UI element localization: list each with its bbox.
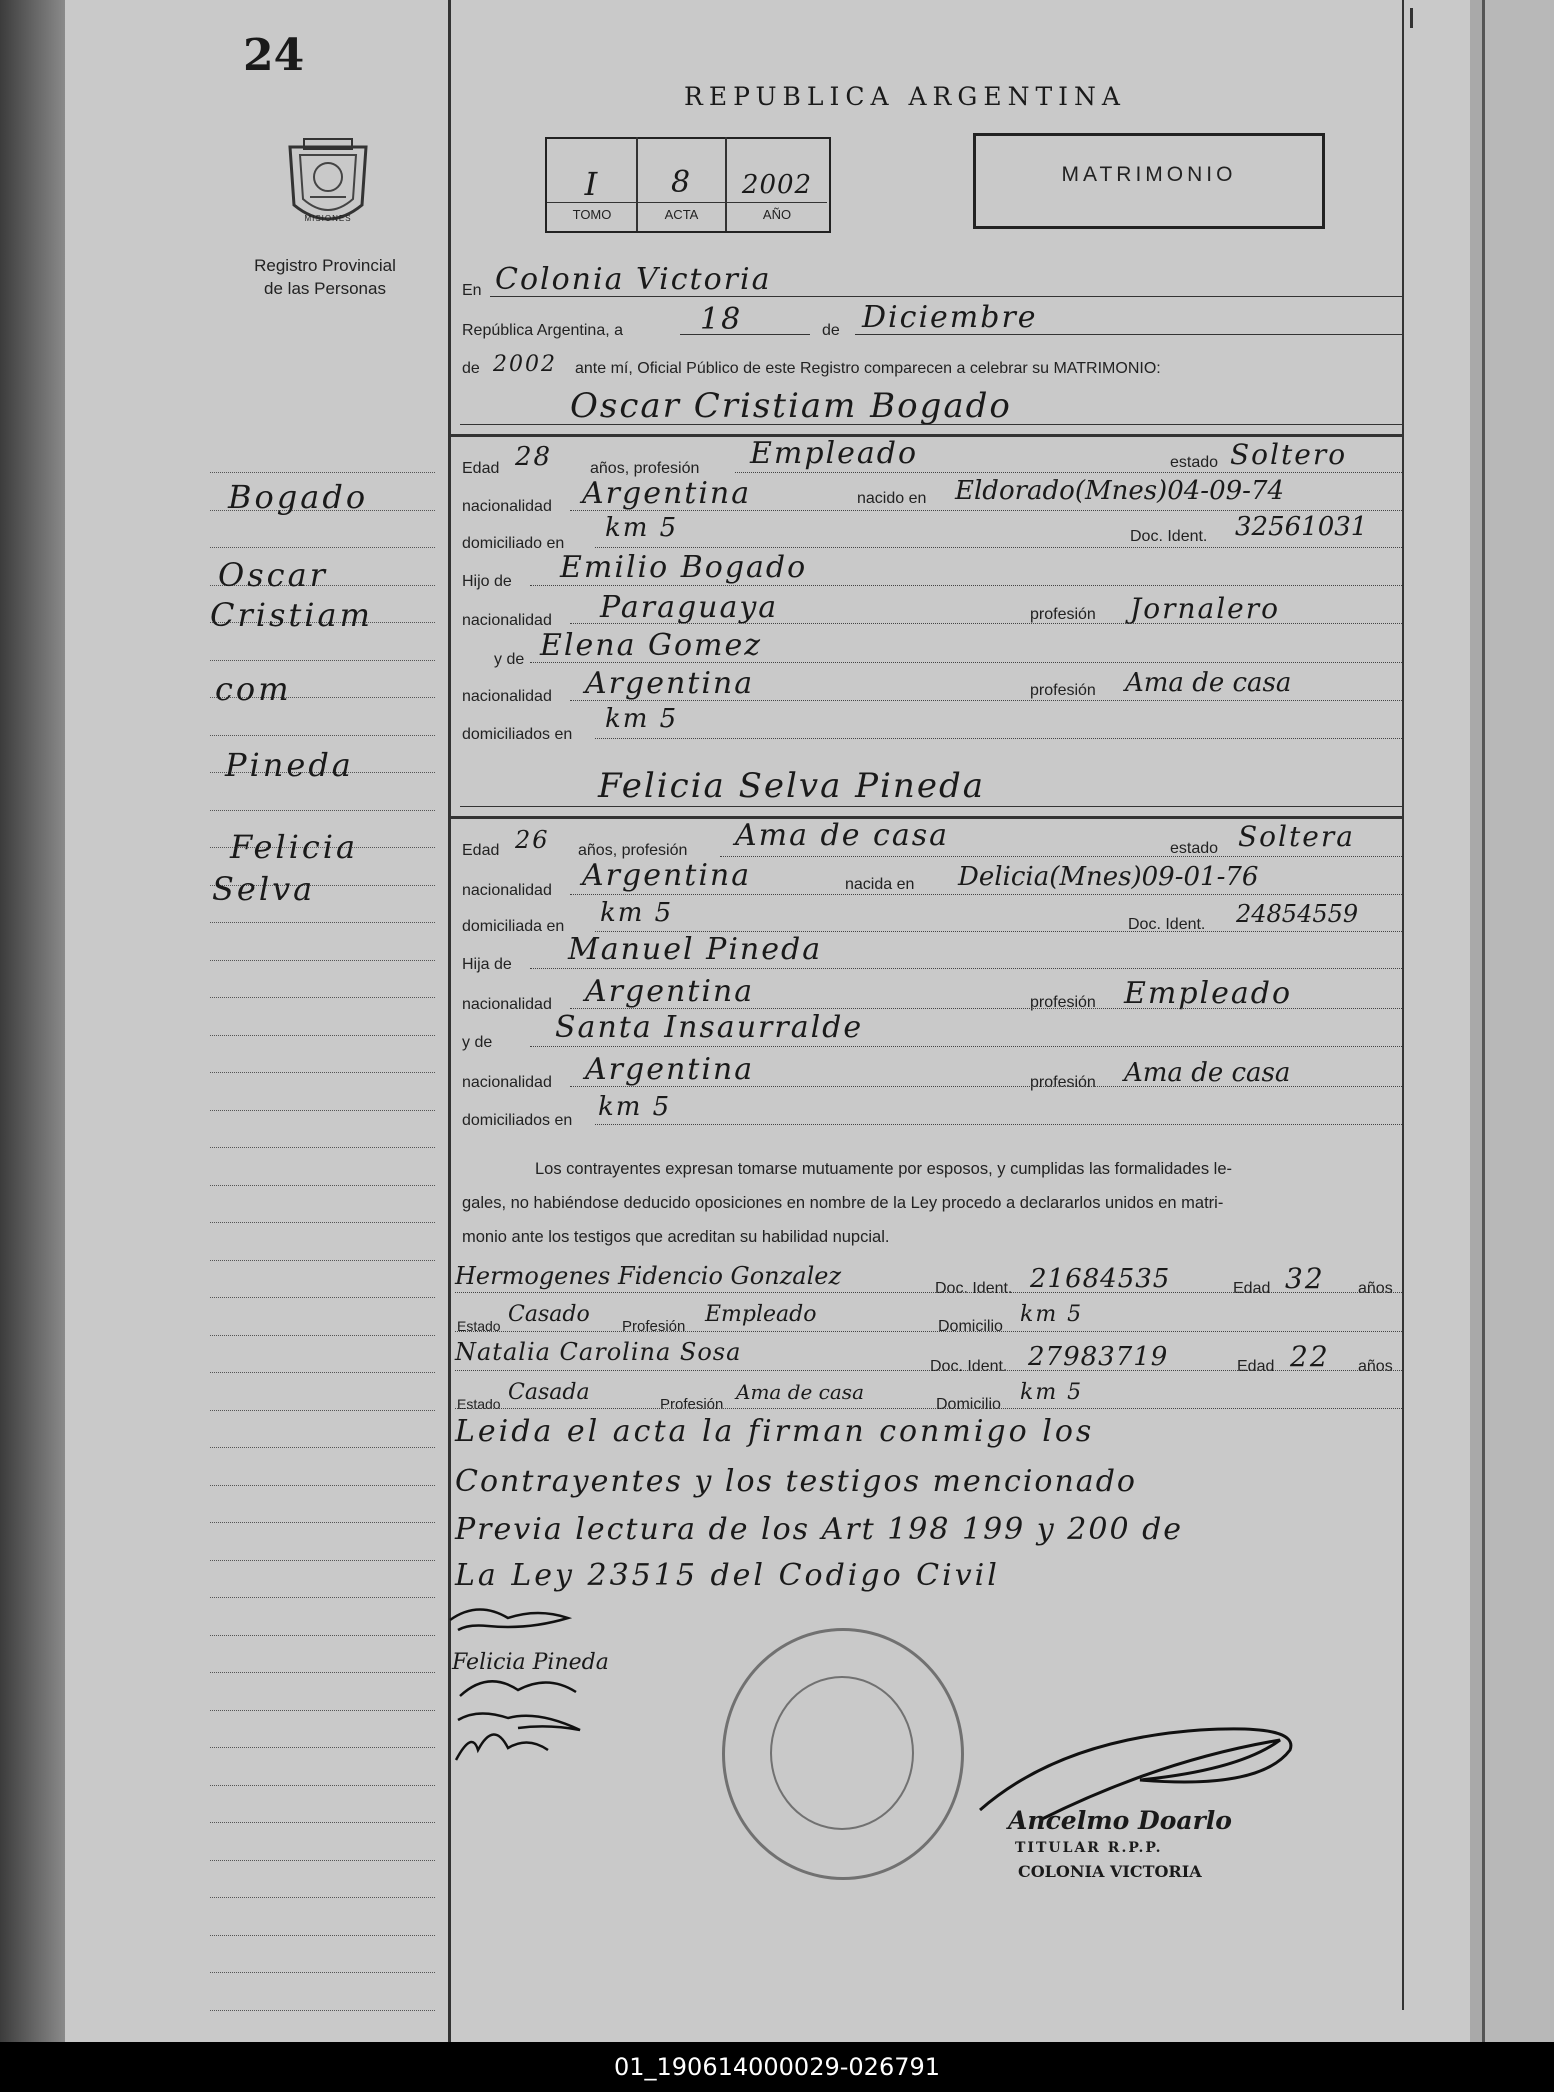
- bride-yde-label: y de: [462, 1034, 493, 1051]
- bride-signature: Felicia Pineda: [452, 1650, 609, 1675]
- witness-2-estado: Casada: [508, 1380, 590, 1405]
- rule: [595, 1124, 1402, 1125]
- groom-age: 28: [515, 442, 553, 472]
- margin-firstname-groom: Oscar: [218, 556, 328, 594]
- margin-surname-bride: Pineda: [225, 746, 354, 784]
- rule: [570, 510, 1402, 511]
- witness-1-dom-label: Domicilio: [938, 1318, 1003, 1335]
- witness-2-anos: años: [1358, 1358, 1393, 1375]
- rule: [460, 806, 1402, 807]
- bride-parents-dom: km 5: [598, 1092, 672, 1122]
- margin-rule: [210, 1672, 435, 1673]
- official-title: TITULAR R.P.P.: [1015, 1840, 1163, 1856]
- rule: [455, 1292, 1402, 1293]
- groom-mother-prof: Ama de casa: [1125, 668, 1292, 698]
- witness-2-name: Natalia Carolina Sosa: [455, 1338, 742, 1366]
- groom-name: Oscar Cristiam Bogado: [570, 386, 1012, 426]
- witness-2-domicile: km 5: [1020, 1380, 1084, 1405]
- margin-middlename-groom: Cristiam: [210, 596, 373, 634]
- rule: [570, 1086, 1402, 1087]
- groom-doms-label: domiciliados en: [462, 726, 573, 743]
- rule: [720, 856, 1402, 857]
- margin-rule: [210, 922, 435, 923]
- witness-1-domicile: km 5: [1020, 1302, 1084, 1327]
- groom-domicile: km 5: [605, 513, 679, 543]
- next-page-edge: [1482, 0, 1554, 2042]
- margin-rule: [210, 1372, 435, 1373]
- tomo-label: TOMO: [572, 207, 612, 222]
- image-id-bar: 01_190614000029-026791: [0, 2042, 1554, 2092]
- official-place: COLONIA VICTORIA: [1018, 1862, 1202, 1881]
- bride-nationality: Argentina: [582, 858, 752, 893]
- acta-label: ACTA: [664, 207, 699, 222]
- rule: [570, 1008, 1402, 1009]
- groom-anos-label: años, profesión: [590, 460, 700, 477]
- margin-rule: [210, 1222, 435, 1223]
- right-border: [1402, 0, 1404, 2010]
- groom-profession: Empleado: [750, 436, 919, 471]
- groom-nationality: Argentina: [582, 476, 752, 511]
- margin-with: com: [215, 670, 292, 708]
- margin-rule: [210, 1335, 435, 1336]
- margin-rule: [210, 472, 435, 473]
- margin-rule: [210, 1935, 435, 1936]
- groom-doc-label: Doc. Ident.: [1130, 528, 1208, 545]
- official-name: Ancelmo Doarlo: [1008, 1806, 1232, 1835]
- provincial-seal-icon: [280, 135, 376, 240]
- witness-1-estado: Casado: [508, 1302, 590, 1327]
- groom-parents-dom: km 5: [605, 704, 679, 734]
- notes-line-3: Previa lectura de los Art 198 199 y 200 de: [455, 1512, 1184, 1547]
- de-label-2: de: [462, 360, 480, 377]
- witness-2-estado-label: Estado: [457, 1396, 501, 1412]
- registry-line-1: Registro Provincial: [254, 256, 396, 275]
- groom-father-nac-label: nacionalidad: [462, 612, 552, 629]
- bride-father-nat: Argentina: [585, 974, 755, 1009]
- witness-2-dom-label: Domicilio: [936, 1396, 1001, 1413]
- rule: [460, 424, 1402, 425]
- page-mark: [1410, 8, 1413, 28]
- bride-mother-prof-label: profesión: [1030, 1074, 1096, 1091]
- section-rule: [448, 434, 1402, 437]
- rule: [570, 700, 1402, 701]
- margin-rule: [210, 810, 435, 811]
- witness-1-prof-label: Profesión: [622, 1318, 686, 1335]
- margin-rule: [210, 997, 435, 998]
- bride-doms-label: domiciliados en: [462, 1112, 573, 1129]
- seal-caption: MISIONES: [304, 214, 352, 223]
- witness-2-profession: Ama de casa: [736, 1380, 864, 1404]
- margin-rule: [210, 1785, 435, 1786]
- margin-rule: [210, 1597, 435, 1598]
- margin-middlename-bride: Selva: [212, 870, 316, 908]
- rule: [490, 296, 1402, 297]
- groom-doc: 32561031: [1235, 512, 1368, 542]
- ano-value: 2002: [741, 170, 813, 200]
- groom-dom-label: domiciliado en: [462, 535, 565, 552]
- rule: [530, 585, 1402, 586]
- bride-mother-nat: Argentina: [585, 1052, 755, 1087]
- en-label: En: [462, 282, 482, 299]
- groom-nacido-label: nacido en: [857, 490, 927, 507]
- margin-rule: [210, 735, 435, 736]
- margin-rule: [210, 1447, 435, 1448]
- witness-2-prof-label: Profesión: [660, 1396, 724, 1413]
- groom-mother: Elena Gomez: [540, 628, 763, 663]
- rule: [735, 472, 1402, 473]
- page-number: 24: [243, 30, 305, 81]
- rule: [530, 662, 1402, 663]
- groom-father-prof-label: profesión: [1030, 606, 1096, 623]
- groom-mother-nat: Argentina: [585, 666, 755, 701]
- margin-rule: [210, 1972, 435, 1973]
- rule: [855, 334, 1402, 335]
- groom-mother-prof-label: profesión: [1030, 682, 1096, 699]
- bride-profession: Ama de casa: [735, 818, 949, 853]
- margin-rule: [210, 1560, 435, 1561]
- declaration-line-3: monio ante los testigos que acreditan su habilidad nupcial.: [462, 1228, 890, 1246]
- bride-hija-label: Hija de: [462, 956, 512, 973]
- official-stamp-inner: [770, 1676, 914, 1830]
- notes-line-4: La Ley 23515 del Codigo Civil: [455, 1558, 1000, 1593]
- margin-rule: [210, 1522, 435, 1523]
- margin-rule: [210, 1897, 435, 1898]
- margin-rule: [210, 1072, 435, 1073]
- rule: [530, 968, 1402, 969]
- bride-doc-label: Doc. Ident.: [1128, 916, 1206, 933]
- bride-domicile: km 5: [600, 898, 674, 928]
- witness-1-doc: 21684535: [1030, 1264, 1171, 1294]
- groom-hijo-label: Hijo de: [462, 573, 512, 590]
- margin-rule: [210, 1822, 435, 1823]
- groom-estado-label: estado: [1170, 454, 1219, 471]
- notes-line-2: Contrayentes y los testigos mencionado: [455, 1464, 1137, 1499]
- witness-2-doc: 27983719: [1028, 1342, 1169, 1372]
- bride-mother-nac-label: nacionalidad: [462, 1074, 552, 1091]
- margin-rule: [210, 1635, 435, 1636]
- republica-label: República Argentina, a: [462, 322, 623, 339]
- declaration-line-1: Los contrayentes expresan tomarse mutuamente por esposos, y cumplidas las formalidades le-: [535, 1160, 1233, 1178]
- witness-2-doc-label: Doc. Ident.: [930, 1358, 1008, 1375]
- rule: [595, 547, 1402, 548]
- margin-rule: [210, 1147, 435, 1148]
- day-value: 18: [700, 302, 743, 337]
- margin-rule: [210, 1485, 435, 1486]
- groom-father-prof: Jornalero: [1130, 592, 1280, 625]
- party-signatures: [448, 1600, 628, 1775]
- bride-estado-label: estado: [1170, 840, 1219, 857]
- witness-2-edad-label: Edad: [1237, 1358, 1275, 1375]
- witness-1-doc-label: Doc. Ident.: [935, 1280, 1013, 1297]
- witness-1-profession: Empleado: [705, 1302, 817, 1327]
- witness-1-name: Hermogenes Fidencio Gonzalez: [455, 1262, 842, 1290]
- margin-rule: [210, 1860, 435, 1861]
- margin-rule: [210, 1747, 435, 1748]
- ano-label: AÑO: [762, 207, 792, 222]
- witness-1-anos: años: [1358, 1280, 1393, 1297]
- groom-edad-label: Edad: [462, 460, 500, 477]
- de-label: de: [822, 322, 840, 339]
- bride-name: Felicia Selva Pineda: [598, 766, 985, 806]
- bride-birthplace: Delicia(Mnes)09-01-76: [958, 862, 1259, 892]
- margin-rule: [210, 1110, 435, 1111]
- bride-nac-label: nacionalidad: [462, 882, 552, 899]
- bride-age: 26: [515, 826, 550, 854]
- margin-rule: [210, 1035, 435, 1036]
- place-value: Colonia Victoria: [495, 262, 772, 297]
- rule: [680, 334, 810, 335]
- rule: [595, 738, 1402, 739]
- rule: [455, 1408, 1402, 1409]
- rule: [570, 623, 1402, 624]
- margin-rule: [210, 547, 435, 548]
- margin-rule: [210, 1710, 435, 1711]
- bride-estado: Soltera: [1238, 820, 1355, 853]
- margin-rule: [210, 1260, 435, 1261]
- witness-2-age: 22: [1290, 1340, 1330, 1373]
- groom-mother-nac-label: nacionalidad: [462, 688, 552, 705]
- groom-yde-label: y de: [494, 651, 525, 668]
- bride-father-prof: Empleado: [1124, 976, 1293, 1011]
- bride-mother-prof: Ama de casa: [1124, 1058, 1291, 1088]
- margin-firstname-bride: Felicia: [230, 828, 359, 866]
- rule: [570, 894, 1402, 895]
- groom-estado: Soltero: [1230, 438, 1348, 471]
- witness-1-edad-label: Edad: [1233, 1280, 1271, 1297]
- country-title: REPUBLICA ARGENTINA: [684, 82, 1126, 111]
- groom-father-nat: Paraguaya: [600, 590, 779, 625]
- margin-rule: [210, 960, 435, 961]
- margin-surname-groom: Bogado: [228, 478, 369, 516]
- bride-anos-label: años, profesión: [578, 842, 688, 859]
- groom-birthplace: Eldorado(Mnes)04-09-74: [955, 476, 1285, 506]
- rule: [455, 1331, 1402, 1332]
- witness-1-age: 32: [1285, 1262, 1325, 1295]
- book-spine-shadow: [0, 0, 65, 2042]
- record-type: MATRIMONIO: [1061, 163, 1237, 186]
- notes-line-1: Leida el acta la firman conmigo los: [455, 1414, 1095, 1449]
- bride-mother: Santa Insaurralde: [555, 1010, 864, 1045]
- witness-1-estado-label: Estado: [457, 1318, 501, 1334]
- intro-sentence: ante mí, Oficial Público de este Registro comparecen a celebrar su MATRIMONIO:: [575, 360, 1161, 377]
- margin-rule: [210, 660, 435, 661]
- rule: [530, 1046, 1402, 1047]
- tomo-value: I: [584, 165, 600, 203]
- year-value: 2002: [493, 352, 557, 377]
- margin-rule: [210, 2010, 435, 2011]
- margin-rule: [210, 1185, 435, 1186]
- acta-value: 8: [670, 165, 693, 200]
- margin-rule: [210, 1410, 435, 1411]
- bride-nacida-label: nacida en: [845, 876, 915, 893]
- registry-line-2: de las Personas: [264, 279, 386, 298]
- margin-rule: [210, 1297, 435, 1298]
- rule: [455, 1370, 1402, 1371]
- groom-nac-label: nacionalidad: [462, 498, 552, 515]
- bride-father: Manuel Pineda: [568, 932, 823, 967]
- bride-father-nac-label: nacionalidad: [462, 996, 552, 1013]
- month-value: Diciembre: [862, 300, 1038, 335]
- bride-dom-label: domiciliada en: [462, 918, 565, 935]
- bride-edad-label: Edad: [462, 842, 500, 859]
- bride-father-prof-label: profesión: [1030, 994, 1096, 1011]
- bride-doc: 24854559: [1236, 900, 1359, 928]
- groom-father: Emilio Bogado: [560, 550, 808, 585]
- declaration-line-2: gales, no habiéndose deducido oposiciones en nombre de la Ley procedo a declararlos unidos en matri-: [462, 1194, 1224, 1212]
